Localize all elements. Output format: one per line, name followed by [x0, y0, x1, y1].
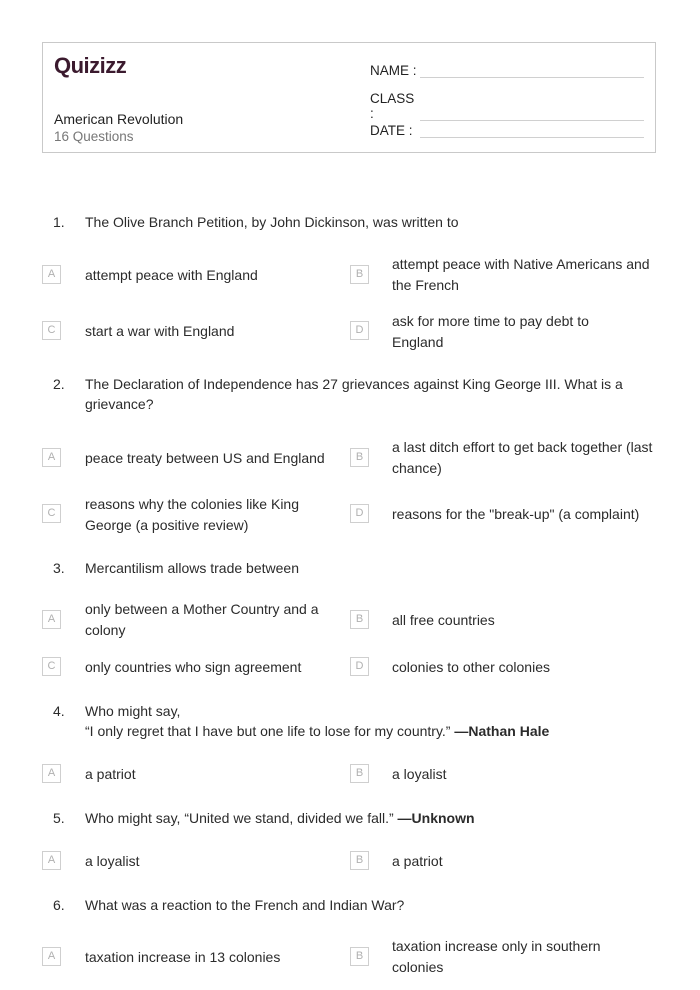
option-letter: B: [350, 448, 369, 467]
option-letter: D: [350, 657, 369, 676]
option-text: a patriot: [85, 766, 136, 782]
option-letter: C: [42, 321, 61, 340]
option-letter: B: [350, 851, 369, 870]
option-letter: B: [350, 610, 369, 629]
option-letter: D: [350, 504, 369, 523]
option-text: all free countries: [392, 612, 495, 628]
option-text: a last ditch effort to get back together (last chance): [392, 439, 653, 476]
question-text-line-1: Who might say,: [85, 703, 181, 719]
question-text: Mercantilism allows trade between: [85, 560, 299, 576]
option-text: a patriot: [392, 853, 443, 869]
class-field: [370, 91, 644, 121]
option-letter: A: [42, 610, 61, 629]
option-text: attempt peace with England: [85, 267, 258, 283]
question-number: 4.: [53, 703, 65, 719]
option-letter: B: [350, 947, 369, 966]
name-line: [420, 61, 644, 78]
question-text: [85, 808, 655, 828]
quote-text: Who might say, “United we stand, divided we fall.”: [85, 810, 394, 826]
option-text: a loyalist: [392, 766, 447, 782]
quote-attribution: —Nathan Hale: [454, 723, 550, 739]
question-text: [85, 701, 655, 741]
option-letter: C: [42, 504, 61, 523]
class-line: [420, 104, 644, 121]
option-letter: B: [350, 265, 369, 284]
name-field: [370, 61, 644, 78]
option-text: only countries who sign agreement: [85, 659, 302, 675]
option-text: taxation increase only in southern colonies: [392, 938, 601, 975]
question-number: 2.: [53, 376, 65, 392]
option-text: peace treaty between US and England: [85, 450, 325, 466]
date-field: [370, 121, 644, 138]
name-label: NAME :: [370, 63, 417, 78]
option-letter: A: [42, 265, 61, 284]
quizizz-logo: Quizizz: [54, 53, 127, 78]
question-number: 5.: [53, 810, 65, 826]
question-text: What was a reaction to the French and Indian War?: [85, 897, 405, 913]
option-letter: A: [42, 851, 61, 870]
class-label: CLASS :: [370, 91, 415, 121]
question-text: The Declaration of Independence has 27 grievances against King George III. What is a grievance?: [85, 376, 623, 412]
option-text: ask for more time to pay debt to England: [392, 313, 589, 350]
date-line: [420, 121, 644, 138]
question-number: 6.: [53, 897, 65, 913]
option-text: start a war with England: [85, 323, 235, 339]
date-label: DATE :: [370, 123, 413, 138]
option-letter: C: [42, 657, 61, 676]
option-letter: A: [42, 947, 61, 966]
question-number: 1.: [53, 214, 65, 230]
question-text: The Olive Branch Petition, by John Dickinson, was written to: [85, 214, 459, 230]
question-count: 16 Questions: [54, 129, 134, 144]
option-text: only between a Mother Country and a colony: [85, 601, 319, 638]
quote-text: “I only regret that I have but one life to lose for my country.”: [85, 723, 451, 739]
option-letter: A: [42, 448, 61, 467]
option-letter: A: [42, 764, 61, 783]
question-number: 3.: [53, 560, 65, 576]
option-text: taxation increase in 13 colonies: [85, 949, 281, 965]
option-text: attempt peace with Native Americans and the French: [392, 256, 650, 293]
option-text: colonies to other colonies: [392, 659, 550, 675]
option-text: a loyalist: [85, 853, 140, 869]
quiz-title: American Revolution: [54, 111, 184, 127]
quote-attribution: —Unknown: [397, 810, 475, 826]
question-text-line-2: [85, 721, 655, 741]
option-text: reasons why the colonies like King George (a positive review): [85, 496, 300, 533]
option-letter: D: [350, 321, 369, 340]
option-letter: B: [350, 764, 369, 783]
worksheet-header: [42, 42, 656, 153]
option-text: reasons for the "break-up" (a complaint): [392, 506, 640, 522]
question-4: [53, 701, 653, 743]
